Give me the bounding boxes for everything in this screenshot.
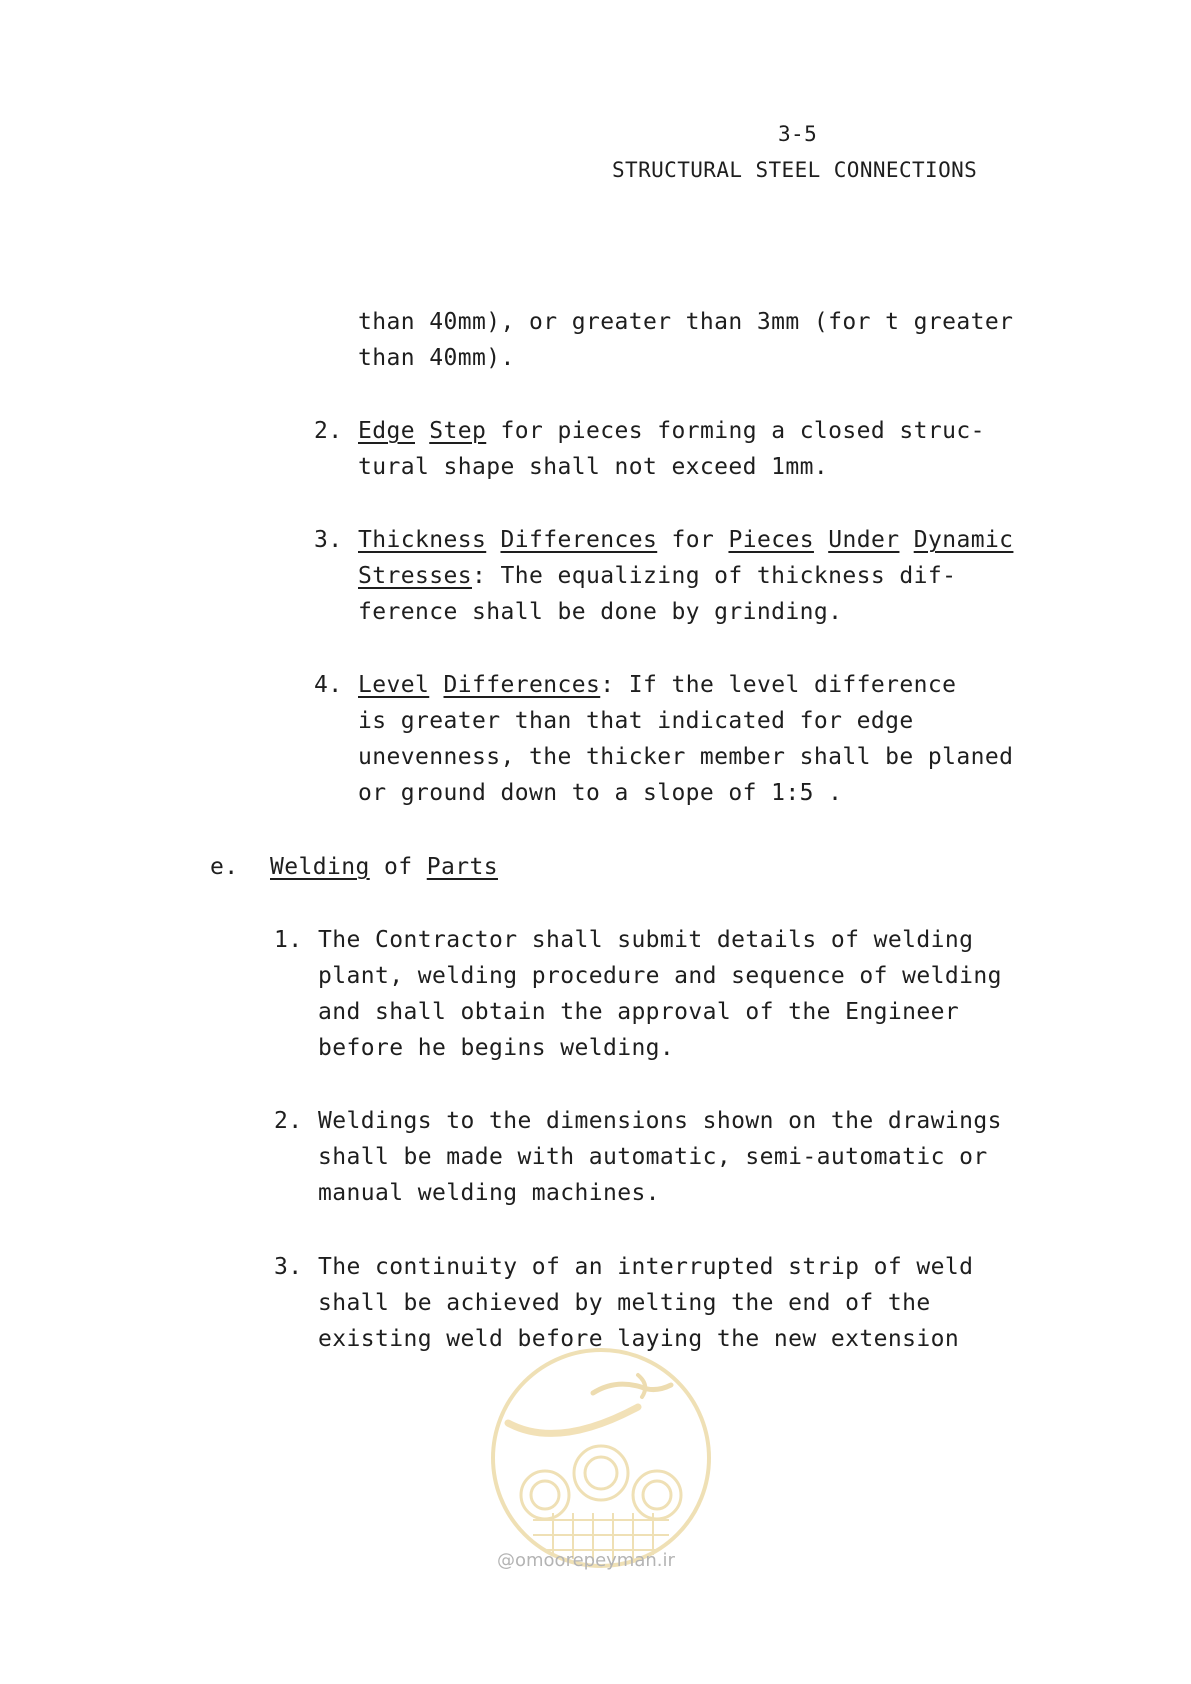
list-item xyxy=(358,413,985,485)
item-text: for pieces forming a closed struc- xyxy=(486,418,985,444)
list-item-line xyxy=(358,413,985,449)
item-text: : If the level difference xyxy=(600,672,957,698)
list-item-line xyxy=(358,522,1013,558)
list-item-line: existing weld before laying the new extension xyxy=(318,1326,960,1352)
list-item xyxy=(318,1249,973,1357)
list-item-line: ference shall be done by grinding. xyxy=(358,599,843,625)
list-item-line: or ground down to a slope of 1:5 . xyxy=(358,780,843,806)
list-item xyxy=(318,1103,1002,1211)
item-text: : The equalizing of thickness dif- xyxy=(471,563,957,589)
list-item-line: unevenness, the thicker member shall be planed xyxy=(358,744,1014,770)
list-item-line xyxy=(358,558,1013,594)
list-item-number: 1. xyxy=(274,927,303,953)
item-heading: Under xyxy=(828,527,900,553)
list-item-line: and shall obtain the approval of the Engineer xyxy=(318,999,960,1025)
section-letter: e. xyxy=(210,854,239,880)
list-item-line: The continuity of an interrupted strip of weld xyxy=(318,1254,974,1280)
watermark-site: @omoorepeyman.ir xyxy=(497,1550,675,1571)
list-item xyxy=(358,667,1013,811)
item-heading: Level xyxy=(358,672,430,698)
list-item-number: 2. xyxy=(274,1108,303,1134)
watermark-gears xyxy=(521,1446,681,1519)
item-heading: Pieces xyxy=(728,527,814,553)
item-heading: Differences xyxy=(500,527,658,553)
list-item xyxy=(358,522,1013,630)
item-heading: Thickness xyxy=(358,527,487,553)
section-heading xyxy=(270,849,498,885)
list-item xyxy=(318,922,1002,1066)
section-heading-word: Welding xyxy=(270,854,370,880)
list-item-number: 3. xyxy=(314,527,343,553)
list-item-line: before he begins welding. xyxy=(318,1035,675,1061)
item-heading: Dynamic xyxy=(913,527,1014,553)
section-heading-word: of xyxy=(369,854,427,880)
list-item-line: The Contractor shall submit details of welding xyxy=(318,927,974,953)
list-item-line: plant, welding procedure and sequence of welding xyxy=(318,963,1002,989)
list-item-line xyxy=(358,667,1013,703)
list-item-line: manual welding machines. xyxy=(318,1180,660,1206)
continuation-line: than 40mm). xyxy=(358,345,515,371)
section-title: STRUCTURAL STEEL CONNECTIONS xyxy=(612,158,978,182)
list-item-line: tural shape shall not exceed 1mm. xyxy=(358,454,829,480)
item-heading: Edge xyxy=(358,418,415,444)
list-item-line: Weldings to the dimensions shown on the drawings xyxy=(318,1108,1002,1134)
continuation-paragraph xyxy=(358,304,1013,376)
list-item-number: 3. xyxy=(274,1254,303,1280)
watermark-calligraphy xyxy=(593,1384,671,1393)
item-text: for xyxy=(657,527,729,553)
item-heading: Stresses xyxy=(358,563,472,589)
item-heading: Differences xyxy=(443,672,601,698)
list-item-line: shall be made with automatic, semi-automatic or xyxy=(318,1144,988,1170)
list-item-line: shall be achieved by melting the end of the xyxy=(318,1290,931,1316)
watermark-swoosh xyxy=(508,1407,638,1433)
continuation-line: than 40mm), or greater than 3mm (for t greater xyxy=(358,309,1014,335)
section-heading-word: Parts xyxy=(426,854,498,880)
list-item-number: 4. xyxy=(314,672,343,698)
item-heading: Step xyxy=(429,418,487,444)
list-item-number: 2. xyxy=(314,418,343,444)
page-number: 3-5 xyxy=(778,122,818,146)
watermark-logo xyxy=(488,1345,714,1571)
list-item-line: is greater than that indicated for edge xyxy=(358,708,914,734)
